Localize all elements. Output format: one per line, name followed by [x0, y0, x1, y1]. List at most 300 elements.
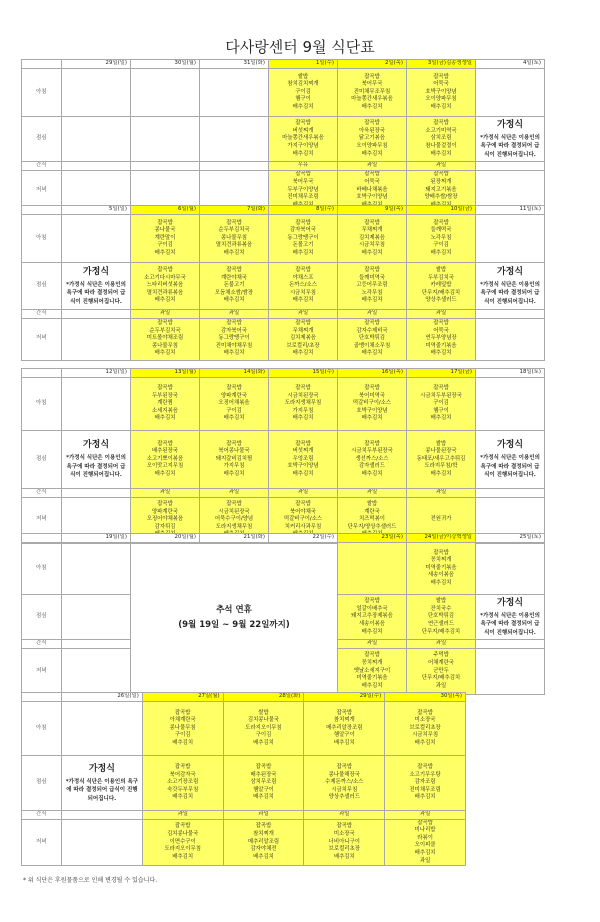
- menu-item: 마늘쫑간새우볶음: [351, 96, 393, 103]
- menu-item: 주먹밥: [433, 652, 449, 659]
- menu-cell: [407, 69, 476, 117]
- menu-item: 배추김치: [172, 794, 194, 801]
- menu-item: 잡곡밥: [336, 764, 353, 771]
- menu-item: 돈불고기: [223, 282, 245, 289]
- menu-item: 구이김: [174, 732, 191, 739]
- empty-cell: [476, 162, 545, 171]
- menu-item: 북어야채국: [289, 508, 317, 515]
- menu-cell: [407, 318, 476, 360]
- menu-item: 돼지고기볶음: [425, 186, 457, 193]
- menu-cell: 과일: [407, 489, 476, 498]
- date-row-label: [22, 369, 62, 378]
- notice-cell: [476, 263, 545, 310]
- menu-cell: [338, 378, 407, 431]
- menu-item: 배추김치: [361, 249, 383, 256]
- menu-item: 오이양파무침: [356, 142, 388, 149]
- menu-item: 과일: [435, 682, 447, 689]
- menu-item: 잡곡밥: [417, 709, 433, 716]
- menu-item: 생선까스/소스: [355, 455, 389, 462]
- date-cell: 30일(목): [385, 693, 466, 702]
- menu-item: 잡곡밥: [417, 764, 433, 771]
- meal-row-dinner: [22, 318, 545, 360]
- menu-cell: 과일: [131, 489, 200, 498]
- menu-item: 잡곡밥: [226, 440, 242, 447]
- meal-label-dinner: 저녁: [22, 648, 62, 694]
- menu-item: 잡곡밥: [417, 819, 433, 826]
- meal-row-breakfast: [22, 215, 545, 263]
- menu-cell: [385, 702, 466, 756]
- menu-item: 잡곡밥: [364, 440, 380, 447]
- menu-item: 배추김치: [430, 103, 452, 110]
- footnote: * 위 식단은 후원물품으로 인해 변경될 수 있습니다.: [23, 877, 158, 884]
- menu-item: 잡곡밥: [226, 267, 242, 274]
- date-row: [22, 369, 545, 378]
- menu-item: 콩나물무침: [169, 724, 196, 731]
- menu-item: 진미채무조림: [409, 786, 441, 793]
- empty-cell: [62, 819, 143, 866]
- menu-item: 오징어채볶음: [218, 400, 250, 407]
- menu-item: 구이김: [295, 88, 311, 95]
- menu-item: 잡곡밥: [295, 219, 311, 226]
- date-cell: 29일(일): [62, 60, 131, 69]
- menu-item: 배추김치: [292, 350, 314, 357]
- menu-cell: [407, 595, 476, 640]
- menu-item: 삼치무조림: [250, 779, 277, 786]
- menu-item: 진미채무조무침: [353, 88, 391, 95]
- meal-row-snack: [22, 162, 545, 171]
- menu-item: 잡곡밥: [226, 219, 242, 226]
- menu-item: 브로컬리/초장: [286, 342, 320, 349]
- menu-item: 배추김치: [333, 739, 355, 746]
- menu-item: 계란야채국: [220, 274, 248, 281]
- menu-item: 바베나채볶음: [356, 186, 388, 193]
- date-cell: 19일(일): [62, 534, 131, 543]
- week-table: [21, 692, 466, 866]
- menu-cell: 과일: [223, 811, 304, 820]
- menu-cell: [62, 648, 131, 694]
- menu-item: 잡곡밥: [295, 120, 311, 127]
- menu-item: 전원귀가: [430, 516, 452, 523]
- menu-cell: [223, 819, 304, 866]
- menu-item: 도라지생채무침: [215, 523, 253, 530]
- menu-item: 잡곡밥: [295, 501, 311, 508]
- notice-cell: [476, 595, 545, 640]
- menu-item: 감자야채전: [250, 846, 277, 853]
- date-cell: 16일(목): [338, 369, 407, 378]
- empty-cell: [476, 215, 545, 263]
- menu-item: 배추김치: [172, 739, 194, 746]
- menu-item: 양파계란국: [220, 392, 248, 399]
- menu-item: 들깨떡국: [430, 227, 452, 234]
- menu-item: 도라지오이무침: [245, 724, 282, 731]
- menu-item: 잡곡밥: [157, 219, 173, 226]
- menu-item: 수제돈까스/소스: [325, 779, 364, 786]
- menu-item: 배추김치: [292, 103, 314, 110]
- menu-item: 단무지/배추김치: [421, 289, 461, 296]
- menu-cell: [200, 318, 269, 360]
- menu-cell: [62, 117, 131, 162]
- menu-item: 도라지무침/학: [424, 463, 458, 470]
- menu-item: 배추김치: [430, 350, 452, 357]
- menu-cell: 과일: [407, 162, 476, 171]
- meal-row-breakfast: [22, 702, 466, 756]
- notice-heading: 가정식: [496, 266, 524, 277]
- menu-item: 쌀밥: [435, 267, 447, 274]
- menu-item: 잡곡밥: [157, 267, 173, 274]
- menu-item: 잔치국수: [430, 605, 452, 612]
- meal-label-lunch: 점심: [22, 117, 62, 162]
- menu-cell: 과일: [131, 310, 200, 319]
- menu-item: 시금치무침: [358, 242, 386, 249]
- menu-item: 카레덮밥: [430, 282, 452, 289]
- menu-item: 배추김치: [292, 150, 314, 157]
- menu-item: 계란국: [364, 508, 380, 515]
- date-cell: 23일(목): [338, 534, 407, 543]
- menu-item: 버섯찌개: [292, 127, 314, 134]
- menu-item: 잡곡밥: [364, 385, 380, 392]
- menu-item: 배추김치: [361, 297, 383, 304]
- menu-item: 감자수제비국: [356, 327, 388, 334]
- menu-item: 배추김치: [292, 415, 314, 422]
- menu-item: 어묵국: [433, 327, 449, 334]
- menu-item: 옛날소세지구이: [353, 667, 391, 674]
- menu-item: 느타리버섯볶음: [146, 282, 184, 289]
- menu-cell: [407, 117, 476, 162]
- empty-cell: [62, 702, 143, 756]
- menu-item: 배추김치: [223, 470, 245, 477]
- menu-cell: [62, 162, 131, 171]
- menu-item: 멸치견과류볶음: [215, 242, 253, 249]
- menu-item: 브로컬리초장: [409, 724, 441, 731]
- meal-label-dinner: 저녁: [22, 819, 62, 866]
- menu-item: 잡곡밥: [295, 440, 311, 447]
- menu-item: 잡곡밥: [157, 320, 173, 327]
- menu-item: 배추김치: [414, 739, 436, 746]
- date-cell: 27일(월): [142, 693, 223, 702]
- meal-row-dinner: [22, 819, 466, 866]
- menu-item: 호박구이양념: [356, 194, 388, 201]
- menu-item: 꽁치찌개: [430, 557, 452, 564]
- meal-row-snack: [22, 811, 466, 820]
- menu-item: 배추김치: [414, 794, 436, 801]
- menu-item: 호박구이양념: [425, 88, 457, 95]
- menu-item: 참나물겉절이: [425, 142, 457, 149]
- menu-cell: [62, 595, 131, 640]
- menu-cell: [385, 819, 466, 866]
- menu-item: 아욱된장국: [358, 127, 386, 134]
- menu-item: 미소장국: [333, 830, 355, 837]
- menu-item: 시금치두부된장국: [420, 392, 462, 399]
- menu-item: 잡곡밥: [174, 709, 191, 716]
- menu-item: 감자튀김: [154, 523, 176, 530]
- date-row-label: [22, 60, 62, 69]
- date-cell: 17일(금): [407, 369, 476, 378]
- menu-item: 잡곡밥: [157, 385, 173, 392]
- menu-cell: 과일: [200, 489, 269, 498]
- menu-item: 배추김치: [292, 470, 314, 477]
- meal-label-dinner: 저녁: [22, 170, 62, 210]
- menu-item: 김치콩나물국: [167, 830, 199, 837]
- notice-cell: [62, 756, 143, 811]
- menu-item: 북어무국: [361, 81, 383, 88]
- notice-body: *가정식 식단은 이용인의 욕구에 따라 결정되어 급식이 진행되어집니다.: [66, 455, 126, 479]
- menu-cell: [223, 756, 304, 811]
- menu-item: 북어미역국: [358, 392, 386, 399]
- menu-cell: 과일: [269, 310, 338, 319]
- menu-item: 잡곡밥: [433, 219, 449, 226]
- empty-cell: [476, 378, 545, 431]
- date-cell: 4일(토): [476, 60, 545, 69]
- meal-row-lunch: [22, 263, 545, 310]
- menu-item: 햄구이: [295, 96, 311, 103]
- menu-item: 배추김치: [361, 150, 383, 157]
- menu-item: 소고기다시마무국: [144, 274, 186, 281]
- menu-item: 어채계란국: [427, 659, 455, 666]
- menu-item: 잡곡밥: [174, 764, 191, 771]
- menu-cell: 과일: [338, 640, 407, 649]
- menu-item: 미역줄기볶음: [425, 564, 457, 571]
- menu-cell: [407, 378, 476, 431]
- menu-cell: [338, 431, 407, 489]
- menu-item: 쌀밥: [258, 709, 269, 716]
- menu-item: 잡곡밥: [433, 120, 449, 127]
- menu-item: 버섯찌개: [292, 448, 314, 455]
- menu-item: 메추리알조림: [247, 838, 280, 845]
- menu-item: 양상추샐러드: [425, 297, 457, 304]
- menu-item: 감자조림: [414, 779, 436, 786]
- menu-cell: [338, 69, 407, 117]
- menu-item: 시금치두부된장국: [351, 448, 393, 455]
- date-cell: 9일(목): [338, 206, 407, 215]
- menu-item: 배추김치: [361, 628, 383, 635]
- menu-item: 배추된장국: [250, 771, 277, 778]
- menu-cell: [338, 543, 407, 595]
- meal-row-lunch: [22, 756, 466, 811]
- menu-item: 햄알구이: [253, 786, 274, 793]
- menu-item: 양배추쌈/쌈장: [424, 194, 458, 201]
- menu-item: 소세지볶음: [151, 407, 179, 414]
- date-cell: 12일(일): [62, 369, 131, 378]
- menu-item: 호박구이양념: [287, 463, 319, 470]
- menu-item: 콩나물해장국: [328, 771, 360, 778]
- menu-cell: [304, 756, 385, 811]
- menu-item: 양파계란국: [151, 508, 179, 515]
- menu-item: 배추김치: [430, 579, 452, 586]
- menu-cell: [200, 162, 269, 171]
- menu-item: 미트볼야채조림: [146, 335, 184, 342]
- date-cell: 22일(수): [269, 534, 338, 543]
- menu-item: 아채계란국: [169, 717, 196, 724]
- week-table: [21, 59, 545, 211]
- meal-label-snack: 간식: [22, 162, 62, 171]
- menu-item: 계란말이: [154, 234, 176, 241]
- menu-cell: 과일: [142, 811, 223, 820]
- menu-item: 북어감자국: [169, 771, 196, 778]
- menu-item: 배추김치: [154, 297, 176, 304]
- meal-row-lunch: [22, 117, 545, 162]
- menu-cell: [338, 117, 407, 162]
- menu-item: 배추김치: [361, 103, 383, 110]
- menu-item: 브로컬리초장: [328, 846, 360, 853]
- menu-item: 새송이볶음: [358, 620, 386, 627]
- menu-item: 동그랑땡구이: [218, 335, 250, 342]
- menu-item: 잡곡밥: [157, 501, 173, 508]
- menu-item: 치커리사과무침: [284, 523, 322, 530]
- menu-item: 구이김: [255, 732, 272, 739]
- menu-item: 오이양파무침: [425, 96, 457, 103]
- menu-item: 소고기무우탕: [409, 771, 441, 778]
- meal-label-breakfast: 아침: [22, 702, 62, 756]
- menu-item: 단무지/배추김치: [421, 675, 461, 682]
- menu-cell: [142, 819, 223, 866]
- menu-item: 잡곡밥: [364, 171, 380, 178]
- menu-item: 시금치무침: [412, 732, 439, 739]
- meal-label-snack: 간식: [22, 640, 62, 649]
- menu-item: 콩나물무침: [151, 342, 179, 349]
- menu-cell: [200, 378, 269, 431]
- menu-item: 감자북어국: [220, 327, 248, 334]
- menu-item: 미소장국: [414, 717, 436, 724]
- menu-item: 도라지오이무침: [164, 846, 201, 853]
- date-cell: 8일(수): [269, 206, 338, 215]
- menu-item: 잡곡밥: [157, 440, 173, 447]
- menu-cell: 과일: [338, 489, 407, 498]
- week-table: [21, 205, 545, 361]
- menu-item: 잡곡밥: [226, 385, 242, 392]
- menu-item: 호박구이양념: [356, 407, 388, 414]
- menu-item: 도라지생채무침: [284, 400, 322, 407]
- menu-item: 너비아니구이: [328, 838, 360, 845]
- menu-item: 라볶이: [417, 834, 433, 841]
- empty-cell: [476, 310, 545, 319]
- menu-item: 미나리밥: [414, 827, 436, 834]
- menu-cell: [269, 215, 338, 263]
- empty-cell: [476, 640, 545, 649]
- empty-cell: [62, 318, 131, 360]
- menu-cell: [338, 648, 407, 694]
- menu-item: 쌀밥: [297, 73, 309, 80]
- menu-item: 배추김치: [292, 249, 314, 256]
- meal-label-lunch: 점심: [22, 263, 62, 310]
- meal-label-dinner: 저녁: [22, 318, 62, 360]
- menu-cell: [223, 702, 304, 756]
- menu-cell: [304, 819, 385, 866]
- menu-item: 잡곡밥: [364, 73, 380, 80]
- menu-cell: 과일: [407, 310, 476, 319]
- menu-item: 계란찜: [157, 400, 173, 407]
- menu-item: 배추김치: [223, 249, 245, 256]
- menu-item: 감자샐러드: [358, 463, 386, 470]
- holiday-range: (9월 19일 ~ 9월 22일까지): [178, 620, 290, 631]
- menu-item: 배추김치: [154, 415, 176, 422]
- menu-item: 들깨미역국: [358, 274, 386, 281]
- menu-item: 잡곡밥: [226, 501, 242, 508]
- notice-body: *가정식 식단은 이용인의 욕구에 따라 결정되어 급식이 진행되어집니다.: [480, 455, 540, 479]
- notice-body: *가정식 식단은 이용인의 욕구에 따라 결정되어 급식이 진행되어집니다.: [66, 281, 126, 305]
- menu-item: 잡곡밥: [433, 549, 449, 556]
- meal-label-breakfast: 아침: [22, 543, 62, 595]
- menu-cell: [62, 543, 131, 595]
- menu-cell: [385, 756, 466, 811]
- menu-item: 배추김치: [154, 470, 176, 477]
- menu-item: 야채스프: [292, 274, 314, 281]
- menu-item: 배추김치: [361, 350, 383, 357]
- notice-body: *가정식 식단은 이용인의 욕구에 따라 결정되어 급식이 진행되어집니다.: [480, 613, 540, 636]
- page-title: 다사랑센터 9월 식단표: [225, 38, 375, 56]
- menu-cell: [131, 69, 200, 117]
- date-cell: 29일(수): [304, 693, 385, 702]
- date-cell: 15일(수): [269, 369, 338, 378]
- date-row: [22, 534, 545, 543]
- menu-item: 배추김치: [414, 849, 436, 856]
- notice-body: *가정식 식단은 이용인의 욕구에 따라 결정되어 급식이 진행되어집니다.: [480, 281, 540, 305]
- menu-item: 배추김치: [172, 853, 194, 860]
- menu-cell: [269, 378, 338, 431]
- menu-cell: [200, 215, 269, 263]
- menu-item: 단무지/배추김치: [421, 628, 461, 635]
- menu-item: 김치제볶음: [289, 335, 317, 342]
- menu-item: 시금치된장국: [287, 392, 319, 399]
- menu-item: 떡갈비구이/소스: [352, 400, 392, 407]
- menu-item: 배추김치: [361, 415, 383, 422]
- menu-item: 노각무침: [430, 234, 452, 241]
- menu-cell: [200, 263, 269, 310]
- menu-cell: [338, 215, 407, 263]
- menu-item: 구이김: [157, 242, 173, 249]
- menu-item: 배추김치: [223, 350, 245, 357]
- menu-item: 잡곡밥: [174, 823, 191, 830]
- menu-item: 배추김치: [253, 853, 274, 860]
- menu-item: 무채찌개: [361, 227, 383, 234]
- menu-item: 잡곡밥: [295, 267, 311, 274]
- menu-item: 배추김치: [154, 350, 176, 357]
- menu-item: 쌀밥: [366, 501, 378, 508]
- menu-item: 단무지/양상추샐러드: [347, 523, 397, 530]
- meal-label-dinner: 저녁: [22, 497, 62, 543]
- menu-item: 김치콩나물국: [247, 717, 280, 724]
- meal-row-snack: [22, 489, 545, 498]
- empty-cell: [476, 543, 545, 595]
- notice-heading: 가정식: [88, 763, 115, 774]
- notice-cell: [62, 431, 131, 489]
- date-row: [22, 206, 545, 215]
- menu-item: 된장찌개: [430, 178, 452, 185]
- menu-item: 모듬채소쌈/쌈장: [214, 289, 254, 296]
- menu-item: 두부된장국: [151, 392, 179, 399]
- menu-item: 콩나물국: [154, 227, 176, 234]
- menu-item: 꽁치찌개: [361, 659, 383, 666]
- menu-item: 잡곡밥: [364, 120, 380, 127]
- menu-item: 잡곡밥: [336, 823, 353, 830]
- menu-item: 잡곡밥: [364, 652, 380, 659]
- menu-item: 진미채야채무침: [215, 342, 253, 349]
- menu-cell: 과일: [385, 811, 466, 820]
- menu-item: 배추김치: [223, 415, 245, 422]
- meal-label-snack: 간식: [22, 489, 62, 498]
- menu-item: 쌀밥: [435, 440, 447, 447]
- menu-item: 쌀밥: [435, 598, 447, 605]
- menu-cell: 우유: [269, 162, 338, 171]
- empty-cell: [62, 215, 131, 263]
- holiday-title: 추석 연휴: [216, 605, 252, 616]
- date-cell: 1일(수): [269, 60, 338, 69]
- menu-item: 잡곡밥: [433, 385, 449, 392]
- empty-cell: [62, 489, 131, 498]
- menu-cell: [269, 69, 338, 117]
- date-cell: 10일(금): [407, 206, 476, 215]
- menu-item: 소고기장조림: [167, 779, 199, 786]
- meal-label-snack: 간식: [22, 811, 62, 820]
